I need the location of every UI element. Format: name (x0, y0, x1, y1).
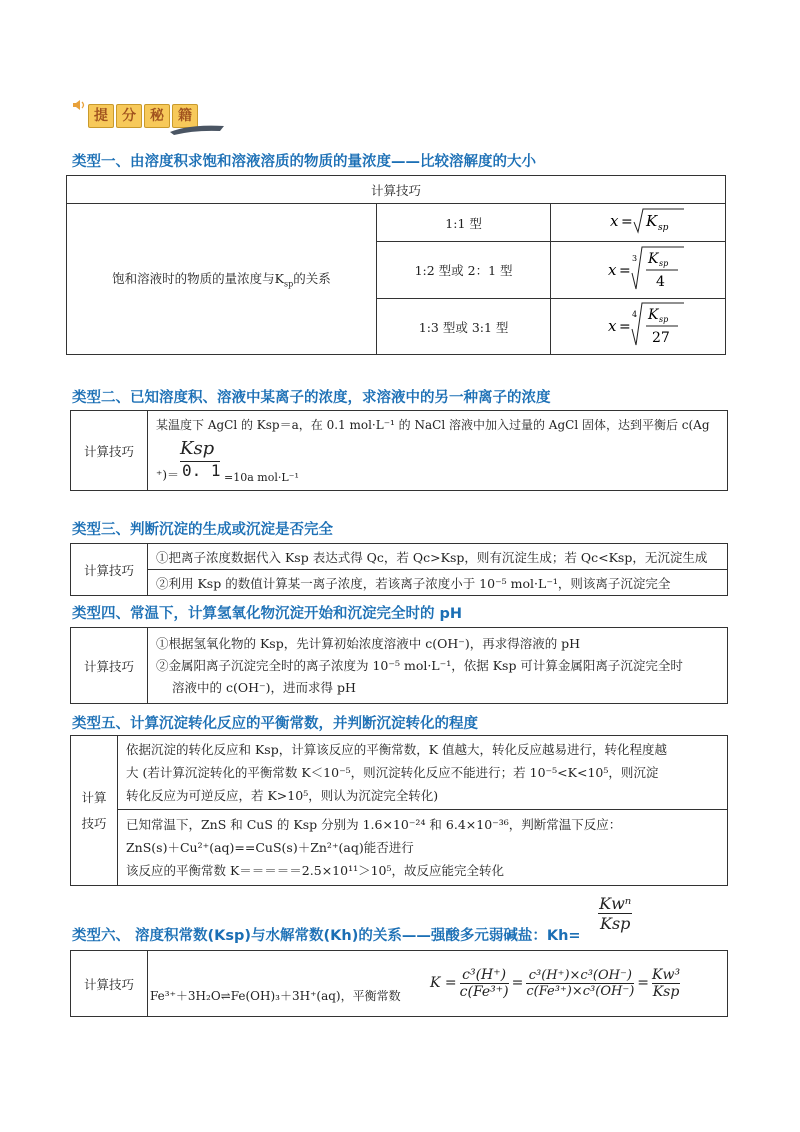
type4-heading: 类型四、常温下，计算氢氧化物沉淀开始和沉淀完全时的 pH (72, 606, 463, 622)
svg-text:K: K (646, 212, 658, 230)
type1-row-type: 1:1 型 (376, 204, 550, 242)
type1-left-cell (67, 204, 377, 355)
type4-content (148, 628, 728, 704)
svg-text:K: K (648, 250, 659, 267)
type2-frac-den: 0. 1 (182, 460, 221, 480)
type3-label: 计算技巧 (71, 544, 148, 596)
f3-den: Ksp (652, 983, 680, 1000)
pen-decoration-icon (170, 122, 226, 136)
svg-text:x: x (608, 317, 617, 335)
type5-p1-l1: 依据沉淀的转化反应和 Ksp，计算该反应的平衡常数，K 值越大，转化反应越易进行，转化程度越 (126, 742, 668, 757)
type3-table (70, 543, 728, 596)
frac-1 (460, 967, 509, 1000)
type5-p2-l3: 该反应的平衡常数 K＝＝＝＝＝2.5×10¹¹＞10⁵，故反应能完全转化 (126, 863, 505, 878)
eq-sign: = (637, 975, 649, 991)
svg-text:x: x (608, 260, 617, 279)
type4-line3: 溶液中的 c(OH⁻)，进而求得 pH (172, 679, 356, 695)
type5-label2: 技巧 (81, 815, 107, 831)
badge-char: 秘 (144, 104, 170, 128)
type1-left-tail: 的关系 (293, 271, 331, 287)
svg-text:sp: sp (658, 223, 669, 233)
svg-text:K: K (648, 307, 659, 323)
badge-char: 籍 (172, 104, 198, 128)
type6-reaction: Fe³⁺＋3H₂O⇌Fe(OH)₃＋3H⁺(aq)，平衡常数 (150, 989, 401, 1003)
type5-para2 (118, 810, 728, 886)
type1-left: 饱和溶液时的物质的量浓度与K (112, 271, 284, 287)
svg-text:3: 3 (632, 253, 638, 263)
type2-line2 (156, 435, 719, 487)
type2-content (148, 411, 728, 491)
svg-text:x: x (610, 212, 619, 230)
type1-table (66, 175, 726, 355)
type3-line1: ①把离子浓度数据代入 Ksp 表达式得 Qc，若 Qc>Ksp，则有沉淀生成；若 Qc<Ksp，无沉淀生成 (148, 544, 728, 570)
type5-label1: 计算 (81, 789, 107, 805)
frac-3 (652, 967, 680, 1000)
kh-den: Ksp (600, 914, 631, 933)
svg-text:=: = (619, 262, 631, 279)
type2-line1: 某温度下 AgCl 的 Ksp＝a，在 0.1 mol·L⁻¹ 的 NaCl 溶液中加入过量的 AgCl 固体，达到平衡后 c(Ag (156, 417, 710, 432)
type2-table (70, 410, 728, 491)
type5-p2-l1: 已知常温下，ZnS 和 CuS 的 Ksp 分别为 1.6×10⁻²⁴ 和 6.4×10⁻³⁶，判断常温下反应： (126, 817, 622, 832)
type4-table (70, 627, 728, 704)
kh-num: Kwⁿ (599, 894, 632, 913)
type3-heading: 类型三、判断沉淀的生成或沉淀是否完全 (72, 522, 333, 538)
type5-table (70, 735, 728, 886)
svg-text:=: = (621, 214, 633, 230)
type1-row-formula-cell (551, 242, 726, 299)
type1-row-formula-cell (551, 299, 726, 355)
kh-fraction (598, 894, 632, 933)
type6-equation (430, 955, 680, 1011)
formula-sqrt (588, 204, 688, 238)
type5-heading: 类型五、计算沉淀转化反应的平衡常数，并判断沉淀转化的程度 (72, 716, 478, 732)
type4-line1: ①根据氢氧化物的 Ksp，先计算初始浓度溶液中 c(OH⁻)，再求得溶液的 pH (156, 635, 581, 651)
type5-label-cell (71, 736, 118, 886)
k-lhs: K = (430, 975, 457, 991)
badge-char: 提 (88, 104, 114, 128)
formula-cbrt (588, 243, 688, 295)
f2-num: c³(H⁺)×c³(OH⁻) (528, 967, 632, 983)
type6-label: 计算技巧 (71, 951, 148, 1017)
svg-text:4: 4 (632, 310, 638, 319)
type5-para1 (118, 736, 728, 810)
type4-line2: ②金属阳离子沉淀完全时的离子浓度为 10⁻⁵ mol·L⁻¹，依据 Ksp 可计算金属阳离子沉淀完全时 (156, 657, 683, 673)
formula-4root (588, 299, 688, 351)
f1-den: c(Fe³⁺) (459, 983, 509, 1000)
svg-text:4: 4 (656, 273, 666, 290)
type5-p1-l3: 转化反应为可逆反应，若 K>10⁵，则认为沉淀完全转化) (126, 788, 439, 803)
type2-label: 计算技巧 (71, 411, 148, 491)
f1-num: c³(H⁺) (462, 966, 507, 983)
badge-char: 分 (116, 104, 142, 128)
type1-heading: 类型一、由溶度积求饱和溶液溶质的物质的量浓度——比较溶解度的大小 (72, 154, 536, 170)
type2-prefix: ⁺)＝ (156, 467, 180, 482)
type1-row-type: 1:3 型或 3:1 型 (376, 299, 550, 355)
svg-text:27: 27 (652, 330, 670, 346)
speaker-icon (72, 98, 86, 112)
type2-frac-num: Ksp (180, 437, 215, 459)
frac-2 (526, 968, 634, 999)
type1-left-sub: sp (283, 279, 294, 289)
type5-p2-l2: ZnS(s)＋Cu²⁺(aq)==CuS(s)＋Zn²⁺(aq)能否进行 (126, 840, 414, 855)
eq-sign: = (511, 975, 524, 991)
type4-label: 计算技巧 (71, 628, 148, 704)
type6-heading: 类型六、 溶度积常数(Ksp)与水解常数(Kh)的关系——强酸多元弱碱盐：Kh= (72, 928, 581, 944)
type1-header: 计算技巧 (67, 176, 726, 204)
f2-den: c(Fe³⁺)×c³(OH⁻) (526, 983, 635, 999)
type2-suffix: =10a mol·L⁻¹ (224, 470, 299, 484)
svg-text:=: = (619, 319, 631, 335)
svg-text:sp: sp (659, 258, 669, 268)
f3-num: Kw³ (652, 966, 681, 983)
type3-line2: ②利用 Ksp 的数值计算某一离子浓度，若该离子浓度小于 10⁻⁵ mol·L⁻¹，则该离子沉淀完全 (148, 570, 728, 596)
type1-row-formula-cell (551, 204, 726, 242)
type1-row-type: 1:2 型或 2：1 型 (376, 242, 550, 299)
type5-p1-l2: 大 (若计算沉淀转化的平衡常数 K＜10⁻⁵，则沉淀转化反应不能进行；若 10⁻⁵<K<10⁵，则沉淀 (126, 765, 659, 780)
type2-heading: 类型二、已知溶度积、溶液中某离子的浓度，求溶液中的另一种离子的浓度 (72, 390, 551, 406)
svg-text:sp: sp (659, 315, 669, 324)
